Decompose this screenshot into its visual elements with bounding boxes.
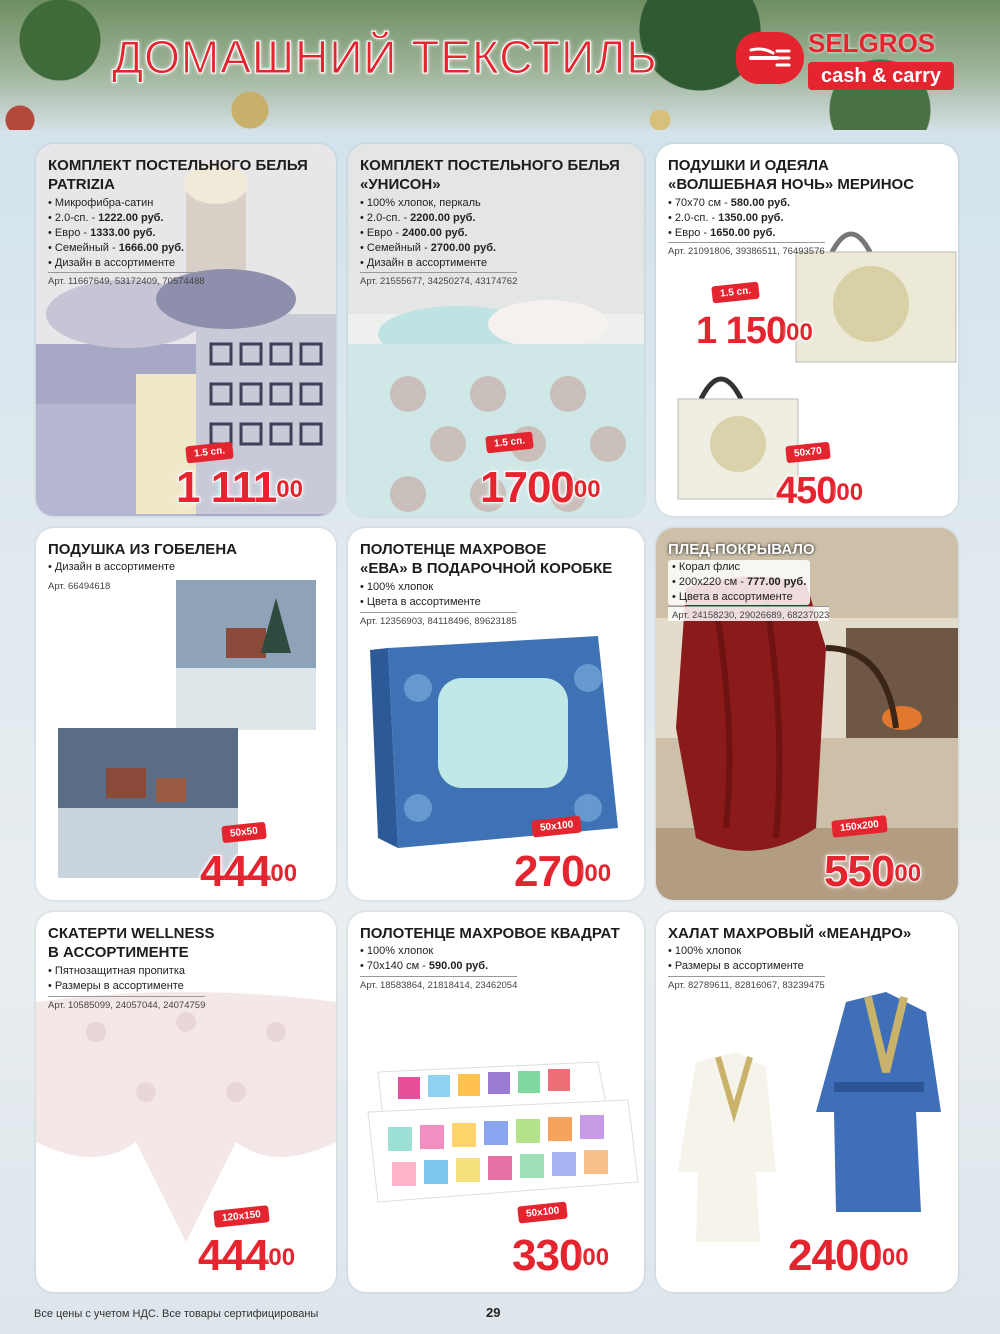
product-specs: • Микрофибра-сатин • 2.0-сп. - 1222.00 руб. • Евро - 1333.00 руб. • Семейный - 1666.00 руб. • Дизайн в ассортименте xyxy=(48,196,184,271)
product-card-unison[interactable] xyxy=(348,144,644,516)
product-specs: • 100% хлопок • 70х140 см - 590.00 руб. xyxy=(360,944,488,974)
size-tag: 50x100 xyxy=(531,815,582,837)
selgros-logo[interactable] xyxy=(736,28,956,90)
product-specs: • 100% хлопок, перкаль • 2.0-сп. - 2200.00 руб. • Евро - 2400.00 руб. • Семейный - 2700.00 руб. • Дизайн в ассортименте xyxy=(360,196,496,271)
product-card-merinos[interactable] xyxy=(656,144,958,516)
product-card-gobelin-pillow[interactable] xyxy=(36,528,336,900)
size-tag: 150x200 xyxy=(831,815,887,838)
size-tag: 120x150 xyxy=(213,1205,269,1228)
product-specs: • 100% хлопок • Размеры в ассортименте xyxy=(668,944,804,974)
article-numbers: Арт. 18583864, 21818414, 23462054 xyxy=(360,976,517,991)
logo-wordmark: SELGROS xyxy=(808,28,936,58)
size-tag: 1.5 сп. xyxy=(711,282,760,304)
product-card-square-towel[interactable] xyxy=(348,912,644,1292)
product-title: ПОЛОТЕНЦЕ МАХРОВОЕ КВАДРАТ xyxy=(360,925,620,942)
size-tag-pillow: 50x70 xyxy=(785,442,830,463)
product-specs: • Дизайн в ассортименте xyxy=(48,560,175,575)
product-specs: • Пятнозащитная пропитка • Размеры в ассортименте xyxy=(48,964,185,994)
price: 1 $111^{00}$ xyxy=(176,463,303,512)
article-numbers: Арт. 21555677, 34250274, 43174762 xyxy=(360,272,517,287)
article-numbers: Арт. 12356903, 84118496, 89623185 xyxy=(360,612,517,627)
article-numbers: Арт. 24158230, 29026689, 68237023 xyxy=(668,606,829,621)
article-numbers: Арт. 21091806, 39386511, 76493576 xyxy=(668,242,825,257)
price: $550^{00}$ xyxy=(824,847,922,896)
logo-tagline: cash & carry xyxy=(808,62,954,90)
header-banner xyxy=(0,0,1000,130)
product-card-patrizia[interactable] xyxy=(36,144,336,516)
product-card-meandro-robe[interactable] xyxy=(656,912,958,1292)
product-card-wellness-tablecloth[interactable] xyxy=(36,912,336,1292)
price: $270^{00}$ xyxy=(514,847,612,896)
product-card-plaid[interactable] xyxy=(656,528,958,900)
product-title: ПЛЕД-ПОКРЫВАЛО xyxy=(668,541,815,558)
article-numbers: Арт. 66494618 xyxy=(48,581,111,592)
product-title: КОМПЛЕКТ ПОСТЕЛЬНОГО БЕЛЬЯ PATRIZIA xyxy=(48,157,308,193)
price: 2400$^{00}$ xyxy=(788,1231,909,1280)
price-pillow: $450^{00}$ xyxy=(776,470,864,512)
product-specs: • 70х70 см - 580.00 руб. • 2.0-сп. - 1350.00 руб. • Евро - 1650.00 руб. xyxy=(668,196,790,241)
product-specs: • 100% хлопок • Цвета в ассортименте xyxy=(360,580,481,610)
article-numbers: Арт. 11667649, 53172409, 70574488 xyxy=(48,272,205,287)
product-title: ПОДУШКА ИЗ ГОБЕЛЕНА xyxy=(48,541,237,558)
product-title: ХАЛАТ МАХРОВЫЙ «МЕАНДРО» xyxy=(668,925,912,942)
page-title: ДОМАШНИЙ ТЕКСТИЛЬ xyxy=(112,31,658,83)
size-tag: 1.5 сп. xyxy=(485,432,534,454)
size-tag: 50x100 xyxy=(517,1201,568,1223)
price: $330^{00}$ xyxy=(512,1231,610,1280)
fork-spoon-icon xyxy=(736,32,804,84)
price: $444^{00}$ xyxy=(198,1231,296,1280)
article-numbers: Арт. 82789611, 82816067, 83239475 xyxy=(668,976,825,991)
footer-note: Все цены с учетом НДС. Все товары сертифицированы xyxy=(34,1308,319,1320)
price: 1700$^{00}$ xyxy=(480,463,601,512)
price: 1 $150^{00}$ xyxy=(696,310,813,352)
product-title: ПОЛОТЕНЦЕ МАХРОВОЕ «ЕВА» В ПОДАРОЧНОЙ КОРОБКЕ xyxy=(360,541,613,577)
page-number: 29 xyxy=(486,1305,501,1320)
product-title: ПОДУШКИ И ОДЕЯЛА «ВОЛШЕБНАЯ НОЧЬ» МЕРИНОС xyxy=(668,157,915,193)
product-title: КОМПЛЕКТ ПОСТЕЛЬНОГО БЕЛЬЯ «УНИСОН» xyxy=(360,157,620,193)
size-tag: 1.5 сп. xyxy=(185,442,234,464)
product-card-eva-towel[interactable] xyxy=(348,528,644,900)
size-tag: 50x50 xyxy=(221,822,266,843)
price: $444^{00}$ xyxy=(200,847,298,896)
product-specs: • Корал флис • 200х220 см - 777.00 руб. • Цвета в ассортименте xyxy=(668,560,810,605)
article-numbers: Арт. 10585099, 24057044, 24074759 xyxy=(48,996,205,1011)
product-title: СКАТЕРТИ WELLNESS В АССОРТИМЕНТЕ xyxy=(48,925,215,961)
